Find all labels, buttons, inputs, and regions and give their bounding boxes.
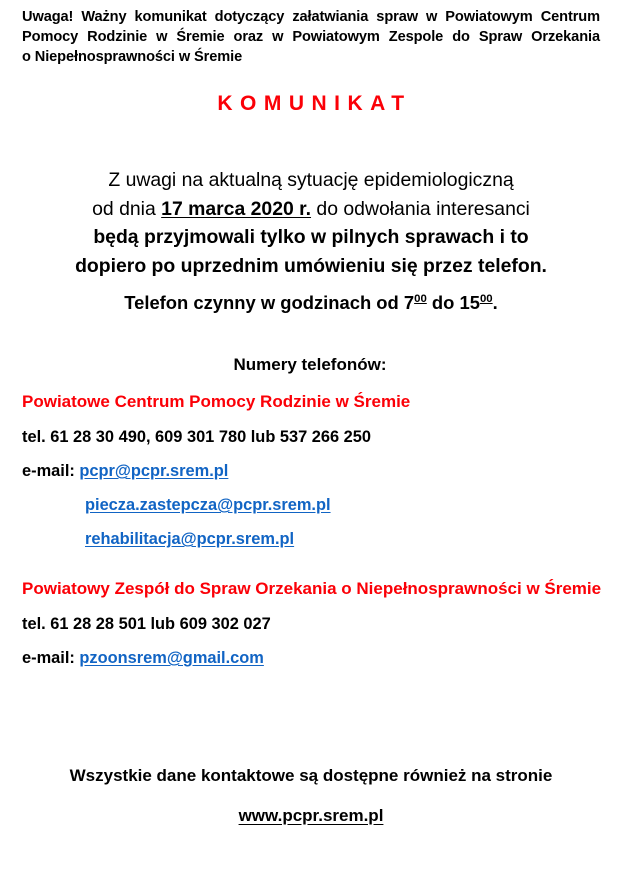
notice-header-line-3: o Niepełnosprawności w Śremie — [22, 48, 243, 65]
org-email-row-pcpr — [22, 462, 608, 481]
website-url-link[interactable]: www.pcpr.srem.pl — [238, 806, 384, 825]
body-line-4: dopiero po uprzednim umówieniu się przez telefon. — [75, 254, 547, 277]
email-link-rehabilitacja[interactable]: rehabilitacja@pcpr.srem.pl — [85, 529, 295, 548]
email-link-pcpr[interactable]: pcpr@pcpr.srem.pl — [79, 461, 229, 480]
org-email-row-rehabilitacja — [22, 530, 608, 549]
hours-from-minutes: 00 — [414, 292, 427, 305]
hours-prefix: Telefon czynny w godzinach od — [124, 292, 404, 313]
notice-header-line-1: Uwaga! Ważny komunikat dotyczący załatwiania spraw w Powiatowym Centrum — [22, 9, 600, 25]
effective-date: 17 marca 2020 r. — [161, 197, 312, 220]
hours-from: 7 — [403, 292, 415, 313]
contacts-section — [22, 355, 608, 683]
hours-middle: do — [426, 292, 460, 313]
announcement-body — [0, 166, 622, 280]
org-phone-pzoon: tel. 61 28 28 501 lub 609 302 027 — [22, 614, 271, 633]
hours-suffix: . — [492, 292, 498, 313]
email-label: e-mail: — [22, 461, 80, 480]
footer-section — [0, 766, 622, 826]
hours-to: 15 — [459, 292, 480, 313]
org-email-row-pzoon — [22, 649, 608, 668]
org-email-row-piecza — [22, 496, 608, 515]
body-line-3: będą przyjmowali tylko w pilnych sprawach i to — [93, 226, 529, 249]
body-line-2 — [0, 195, 622, 224]
email-link-piecza-zastepcza[interactable]: piecza.zastepcza@pcpr.srem.pl — [85, 495, 331, 514]
org-name-pzoon: Powiatowy Zespół do Spraw Orzekania o Niepełnosprawności w Śremie — [22, 578, 602, 598]
body-line-2-suffix: do odwołania interesanci — [311, 197, 530, 220]
email-label: e-mail: — [22, 648, 80, 667]
opening-hours-line — [0, 292, 622, 314]
phone-numbers-heading: Numery telefonów: — [233, 355, 387, 374]
page-title: KOMUNIKAT — [217, 92, 412, 115]
notice-header-line-2: Pomocy Rodzinie w Śremie oraz w Powiatowym Zespole do Spraw Orzekania — [22, 28, 600, 45]
footer-text: Wszystkie dane kontaktowe są dostępne również na stronie — [69, 766, 553, 785]
organization-block-pzoon — [22, 578, 608, 668]
notice-header — [22, 8, 608, 68]
org-name-pcpr: Powiatowe Centrum Pomocy Rodzinie w Śremie — [22, 392, 411, 411]
body-line-1: Z uwagi na aktualną sytuację epidemiologiczną — [108, 169, 514, 191]
hours-to-minutes: 00 — [479, 292, 493, 305]
email-link-pzoon[interactable]: pzoonsrem@gmail.com — [79, 648, 264, 667]
org-phone-pcpr: tel. 61 28 30 490, 609 301 780 lub 537 266 250 — [22, 427, 372, 446]
body-line-2-prefix: od dnia — [92, 197, 162, 220]
organization-block-pcpr — [22, 391, 608, 549]
